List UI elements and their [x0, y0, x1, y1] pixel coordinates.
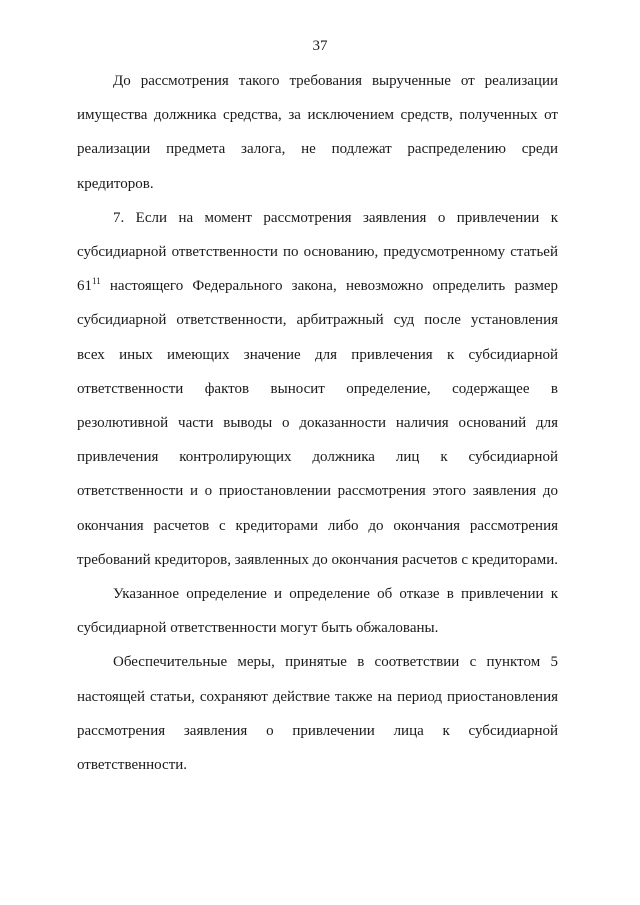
paragraph-1: До рассмотрения такого требования вырученные от реализации имущества должника средства, за исключением средств, полученных от реализации предмета залога, не подлежат распределению среди кредиторов. — [77, 73, 558, 192]
paragraph-2-text-before: 7. Если на момент рассмотрения заявления о привлечении к субсидиарной ответственности по основанию, предусмотренному статьей 61 — [77, 209, 558, 295]
paragraph-2 — [77, 201, 558, 577]
article-superscript: 11 — [92, 276, 101, 287]
paragraph-2-text-after: настоящего Федерального закона, невозможно определить размер субсидиарной ответственности, арбитражный суд после установления всех иных имеющих значение для привлечения к субсидиарной ответственности фактов выносит определение, содержащее в резолютивной части выводы о доказанности наличия оснований для привлечения контролирующих должника лиц к субсидиарной ответственности и о приостановлении рассмотрения этого заявления до окончания расчетов с кредиторами либо до окончания рассмотрения требований кредиторов, заявленных до окончания расчетов с кредиторами. — [77, 278, 558, 568]
document-body — [77, 64, 558, 782]
page-number: 37 — [312, 38, 328, 54]
paragraph-4: Обеспечительные меры, принятые в соответствии с пунктом 5 настоящей статьи, сохраняют действие также на период приостановления рассмотрения заявления о привлечении лица к субсидиарной ответственности. — [77, 654, 558, 774]
paragraph-3: Указанное определение и определение об отказе в привлечении к субсидиарной ответственности могут быть обжалованы. — [77, 586, 558, 637]
